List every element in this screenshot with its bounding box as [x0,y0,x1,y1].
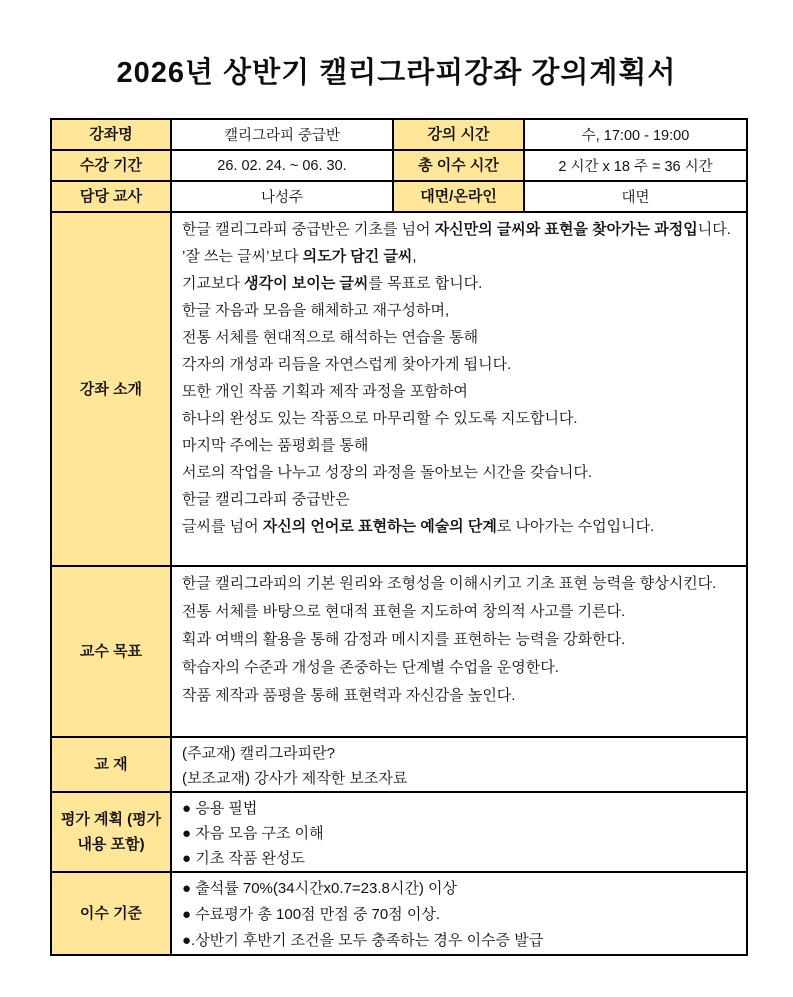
row-course-intro [51,212,747,566]
content-evaluation-plan [171,792,747,872]
row-textbook [51,737,747,792]
text-line: (주교재) 캘리그라피란? [182,745,335,762]
text-line: 한글 캘리그라피 중급반은 기초를 넘어 자신만의 글씨와 표현을 찾아가는 과정입니다. [182,221,731,238]
value-course-period: 26. 02. 24. ~ 06. 30. [171,150,393,181]
label-completion-criteria: 이수 기준 [51,872,171,955]
label-course-period: 수강 기간 [51,150,171,181]
row-evaluation-plan [51,792,747,872]
text-line: ● 수료평가 총 100점 만점 중 70점 이상. [182,906,440,923]
text-line: 한글 자음과 모음을 해체하고 재구성하며, [182,302,450,319]
text-line: ●.상반기 후반기 조건을 모두 충족하는 경우 이수증 발급 [182,932,544,949]
row-period-hours [51,150,747,181]
content-course-intro [171,212,747,566]
label-course-intro: 강좌 소개 [51,212,171,566]
text-line: 또한 개인 작품 기획과 제작 과정을 포함하여 [182,383,468,400]
document-title: 2026년 상반기 캘리그라피강좌 강의계획서 [116,57,677,89]
text-line: 기교보다 생각이 보이는 글씨를 목표로 합니다. [182,275,483,292]
label-evaluation-plan: 평가 계획 (평가 내용 포함) [51,792,171,872]
text-line: (보조교재) 강사가 제작한 보조자료 [182,770,408,787]
text-line: 학습자의 수준과 개성을 존중하는 단계별 수업을 운영한다. [182,659,559,676]
row-teacher-mode [51,181,747,212]
value-class-time: 수, 17:00 - 19:00 [524,119,747,150]
text-line: 각자의 개성과 리듬을 자연스럽게 찾아가게 됩니다. [182,356,512,373]
row-completion-criteria [51,872,747,955]
text-line: 한글 캘리그라피 중급반은 [182,491,350,508]
page [0,50,793,997]
label-textbook: 교 재 [51,737,171,792]
text-line: ● 기초 작품 완성도 [182,850,305,867]
course-plan-table [50,118,748,956]
text-line: ● 출석률 70%(34시간x0.7=23.8시간) 이상 [182,880,457,897]
label-online-offline: 대면/온라인 [393,181,524,212]
row-course-name-time [51,119,747,150]
label-total-hours: 총 이수 시간 [393,150,524,181]
value-course-name: 캘리그라피 중급반 [171,119,393,150]
text-line: 전통 서체를 바탕으로 현대적 표현을 지도하여 창의적 사고를 기른다. [182,603,626,620]
text-line: 마지막 주에는 품평회를 통해 [182,437,369,454]
text-line: 하나의 완성도 있는 작품으로 마무리할 수 있도록 지도합니다. [182,410,578,427]
value-total-hours: 2 시간 x 18 주 = 36 시간 [524,150,747,181]
text-line: ’잘 쓰는 글씨’보다 의도가 담긴 글씨, [182,248,417,265]
value-online-offline: 대면 [524,181,747,212]
text-line: 한글 캘리그라피의 기본 원리와 조형성을 이해시키고 기초 표현 능력을 향상시킨다. [182,575,717,592]
row-teaching-goals [51,566,747,737]
text-line: 전통 서체를 현대적으로 해석하는 연습을 통해 [182,329,479,346]
label-class-time: 강의 시간 [393,119,524,150]
label-teacher: 담당 교사 [51,181,171,212]
text-line: 글씨를 넘어 자신의 언어로 표현하는 예술의 단계로 나아가는 수업입니다. [182,518,655,535]
content-textbook [171,737,747,792]
content-completion-criteria [171,872,747,955]
text-line: 획과 여백의 활용을 통해 감정과 메시지를 표현하는 능력을 강화한다. [182,631,626,648]
text-line: ● 응용 필법 [182,800,258,817]
label-course-name: 강좌명 [51,119,171,150]
text-line: 서로의 작업을 나누고 성장의 과정을 돌아보는 시간을 갖습니다. [182,464,593,481]
text-line: 작품 제작과 품평을 통해 표현력과 자신감을 높인다. [182,687,516,704]
value-teacher: 나성주 [171,181,393,212]
content-teaching-goals [171,566,747,737]
label-teaching-goals: 교수 목표 [51,566,171,737]
text-line: ● 자음 모음 구조 이해 [182,825,324,842]
